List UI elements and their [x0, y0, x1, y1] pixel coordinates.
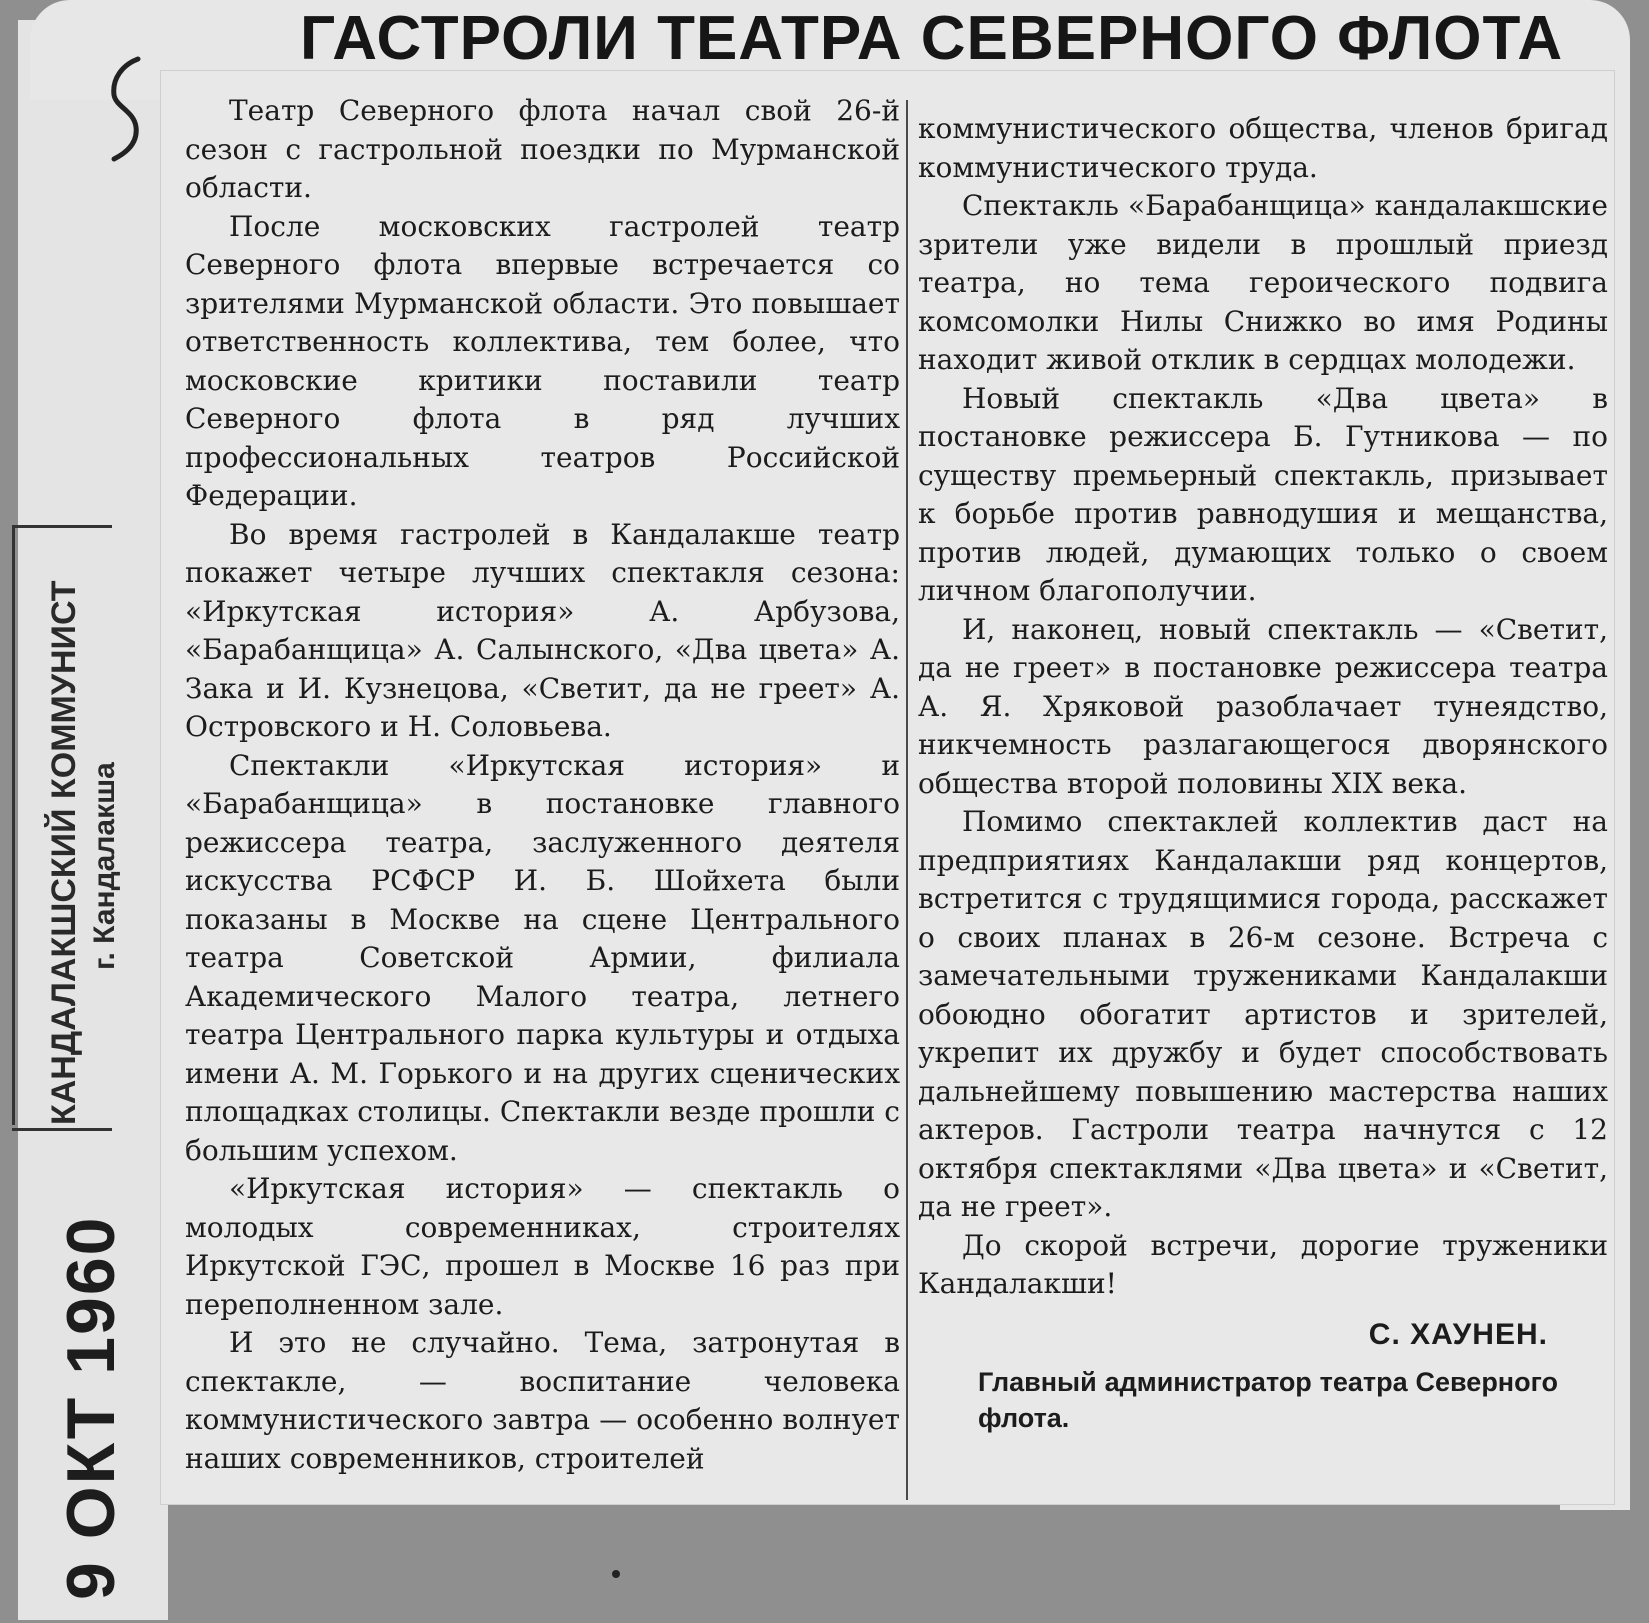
newspaper-name-stamp: КАНДАЛАКШСКИЙ КОММУНИСТ: [45, 580, 83, 1125]
handwritten-page-mark: [100, 55, 145, 165]
article-column-right: [918, 110, 1608, 1436]
newspaper-city-stamp: г. Кандалакша: [88, 762, 121, 970]
article-paragraph: Спектакли «Иркутская история» и «Барабанщица» в постановке главного режиссера театра, заслуженного деятеля искусства РСФСР И. Б. Шойхета были показаны в Москве на сцене Центрального театра Советской Армии, филиала Академического Малого театра, летнего театра Центрального парка культуры и отдыха имени А. М. Горького и на других сценических площадках столицы. Спектакли везде прошли с большим успехом.: [185, 748, 900, 1167]
article-paragraph: Новый спектакль «Два цвета» в постановке режиссера Б. Гутникова — по существу премьерный спектакль, призывает к борьбе против равнодушия и мещанства, против людей, думающих только о своем личном благополучии.: [918, 381, 1608, 607]
article-paragraph: Спектакль «Барабанщица» кандалакшские зрители уже видели в прошлый приезд театра, но тема героического подвига комсомолки Нилы Снижко во имя Родины находит живой отклик в сердцах молодежи.: [918, 189, 1608, 376]
ink-dot: [612, 1570, 620, 1578]
author-name: С. ХАУНЕН.: [1368, 1317, 1548, 1351]
article-paragraph: После московских гастролей театр Северного флота впервые встречается со зрителями Мурманской области. Это повышает ответственность коллектива, тем более, что московские критики поставили театр Северного флота в ряд лучших профессиональных театров Российской Федерации.: [185, 209, 900, 512]
article-paragraph: До скорой встречи, дорогие труженики Кандалакши!: [918, 1228, 1608, 1300]
article-column-left: [185, 92, 900, 1478]
column-divider: [906, 100, 908, 1500]
date-stamp: 9 ОКТ 1960: [53, 1215, 129, 1600]
newspaper-stamp-bar: [12, 525, 15, 1125]
article-paragraph-continuation: коммунистического общества, членов бригад коммунистического труда.: [918, 112, 1608, 184]
article-paragraph: Театр Северного флота начал свой 26-й сезон с гастрольной поездки по Мурманской области.: [185, 94, 900, 204]
article-paragraph: Помимо спектаклей коллектив даст на предприятиях Кандалакши ряд концертов, встретится с трудящимися города, расскажет о своих планах в 26-м сезоне. Встреча с замечательными тружениками Кандалакши обоюдно обогатит артистов и зрителей, укрепит их дружбу и будет способствовать дальнейшему повышению мастерства наших актеров. Гастроли театра начнутся с 12 октября спектаклями «Два цвета» и «Светит, да не греет».: [918, 805, 1608, 1223]
article-paragraph: «Иркутская история» — спектакль о молодых современниках, строителях Иркутской ГЭС, прошел в Москве 16 раз при переполненном зале.: [185, 1172, 900, 1321]
author-role: Главный администратор театра Северного флота.: [978, 1367, 1558, 1433]
article-paragraph: И, наконец, новый спектакль — «Светит, да не греет» в постановке режиссера театра А. Я. Хряковой разоблачает тунеядство, никчемность разлагающегося дворянского общества второй половины XIX века.: [918, 612, 1608, 800]
article-headline: ГАСТРОЛИ ТЕАТРА СЕВЕРНОГО ФЛОТА: [300, 4, 1564, 73]
article-paragraph: Во время гастролей в Кандалакше театр покажет четыре лучших спектакля сезона: «Иркутская история» А. Арбузова, «Барабанщица» А. Салынского, «Два цвета» А. Зака и И. Кузнецова, «Светит, да не греет» А. Островского и Н. Соловьева.: [185, 517, 900, 743]
article-paragraph: И это не случайно. Тема, затронутая в спектакле, — воспитание человека коммунистического завтра — особенно волнует наших современников, строителей: [185, 1326, 900, 1475]
